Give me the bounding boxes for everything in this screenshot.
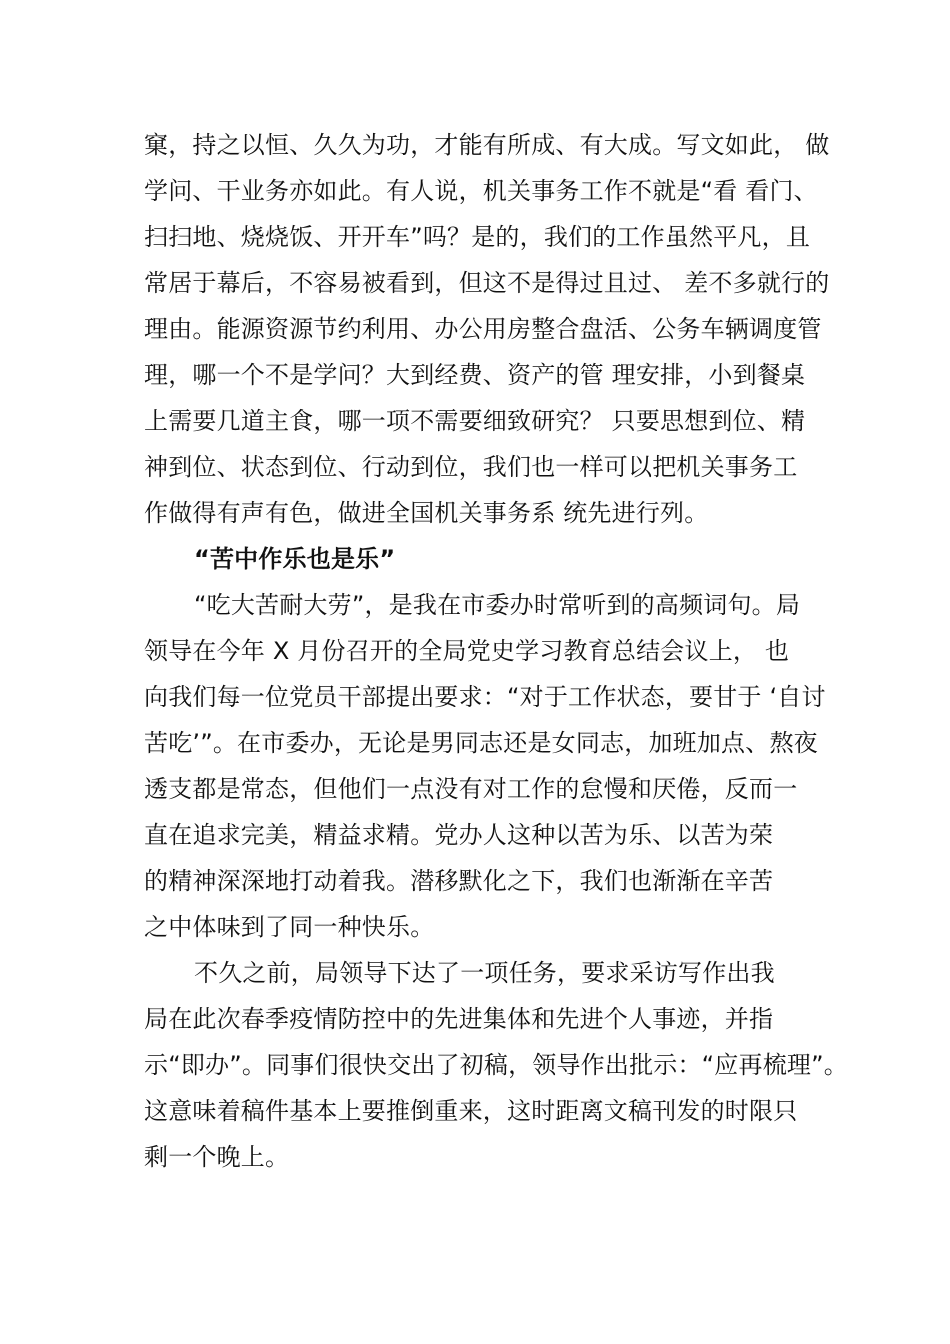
body-text-line: 神到位、状态到位、行动到位，我们也一样可以把机关事务工 [144, 453, 798, 481]
body-text-line: 理由。能源资源节约利用、办公用房整合盘活、公务车辆调度管 [144, 315, 822, 343]
body-text-line: 苦吃’”。在市委办，无论是男同志还是女同志，加班加点、熬夜 [144, 729, 818, 757]
body-text-line: 常居于幕后，不容易被看到，但这不是得过且过、 差不多就行的 [144, 269, 830, 297]
body-text-line: 扫扫地、烧烧饭、开开车”吗？是的，我们的工作虽然平凡，且 [144, 223, 811, 251]
body-text-line: 直在追求完美，精益求精。党办人这种以苦为乐、以苦为荣 [144, 821, 774, 849]
body-text-line: “吃大苦耐大劳”，是我在市委办时常听到的高频词句。局 [194, 591, 801, 619]
body-text-line: 不久之前，局领导下达了一项任务，要求采访写作出我 [194, 959, 775, 987]
section-heading: “苦中作乐也是乐” [194, 545, 396, 573]
body-text-line: 剩一个晚上。 [144, 1143, 290, 1171]
body-text-line: 局在此次春季疫情防控中的先进集体和先进个人事迹，并指 [144, 1005, 774, 1033]
body-text-line: 这意味着稿件基本上要推倒重来，这时距离文稿刊发的时限只 [144, 1097, 798, 1125]
body-text-line: 向我们每一位党员干部提出要求：“对于工作状态，要甘于 ‘自讨 [144, 683, 826, 711]
body-text-line: 学问、干业务亦如此。有人说，机关事务工作不就是“看 看门、 [144, 177, 818, 205]
body-text-line: 示“即办”。同事们很快交出了初稿，领导作出批示：“应再梳理”。 [144, 1051, 848, 1079]
body-text-line: 之中体味到了同一种快乐。 [144, 913, 435, 941]
body-text-line: 透支都是常态，但他们一点没有对工作的怠慢和厌倦，反而一 [144, 775, 798, 803]
body-text-line: 理，哪一个不是学问？大到经费、资产的管 理安排，小到餐桌 [144, 361, 806, 389]
body-text-line: 作做得有声有色，做进全国机关事务系 统先进行列。 [144, 499, 709, 527]
body-text-line: 上需要几道主食，哪一项不需要细致研究？ 只要思想到位、精 [144, 407, 806, 435]
body-text-line: 领导在今年 X 月份召开的全局党史学习教育总结会议上， 也 [144, 637, 790, 665]
body-text-line: 的精神深深地打动着我。潜移默化之下，我们也渐渐在辛苦 [144, 867, 774, 895]
body-text-line: 窠，持之以恒、久久为功，才能有所成、有大成。写文如此， 做 [144, 131, 830, 159]
